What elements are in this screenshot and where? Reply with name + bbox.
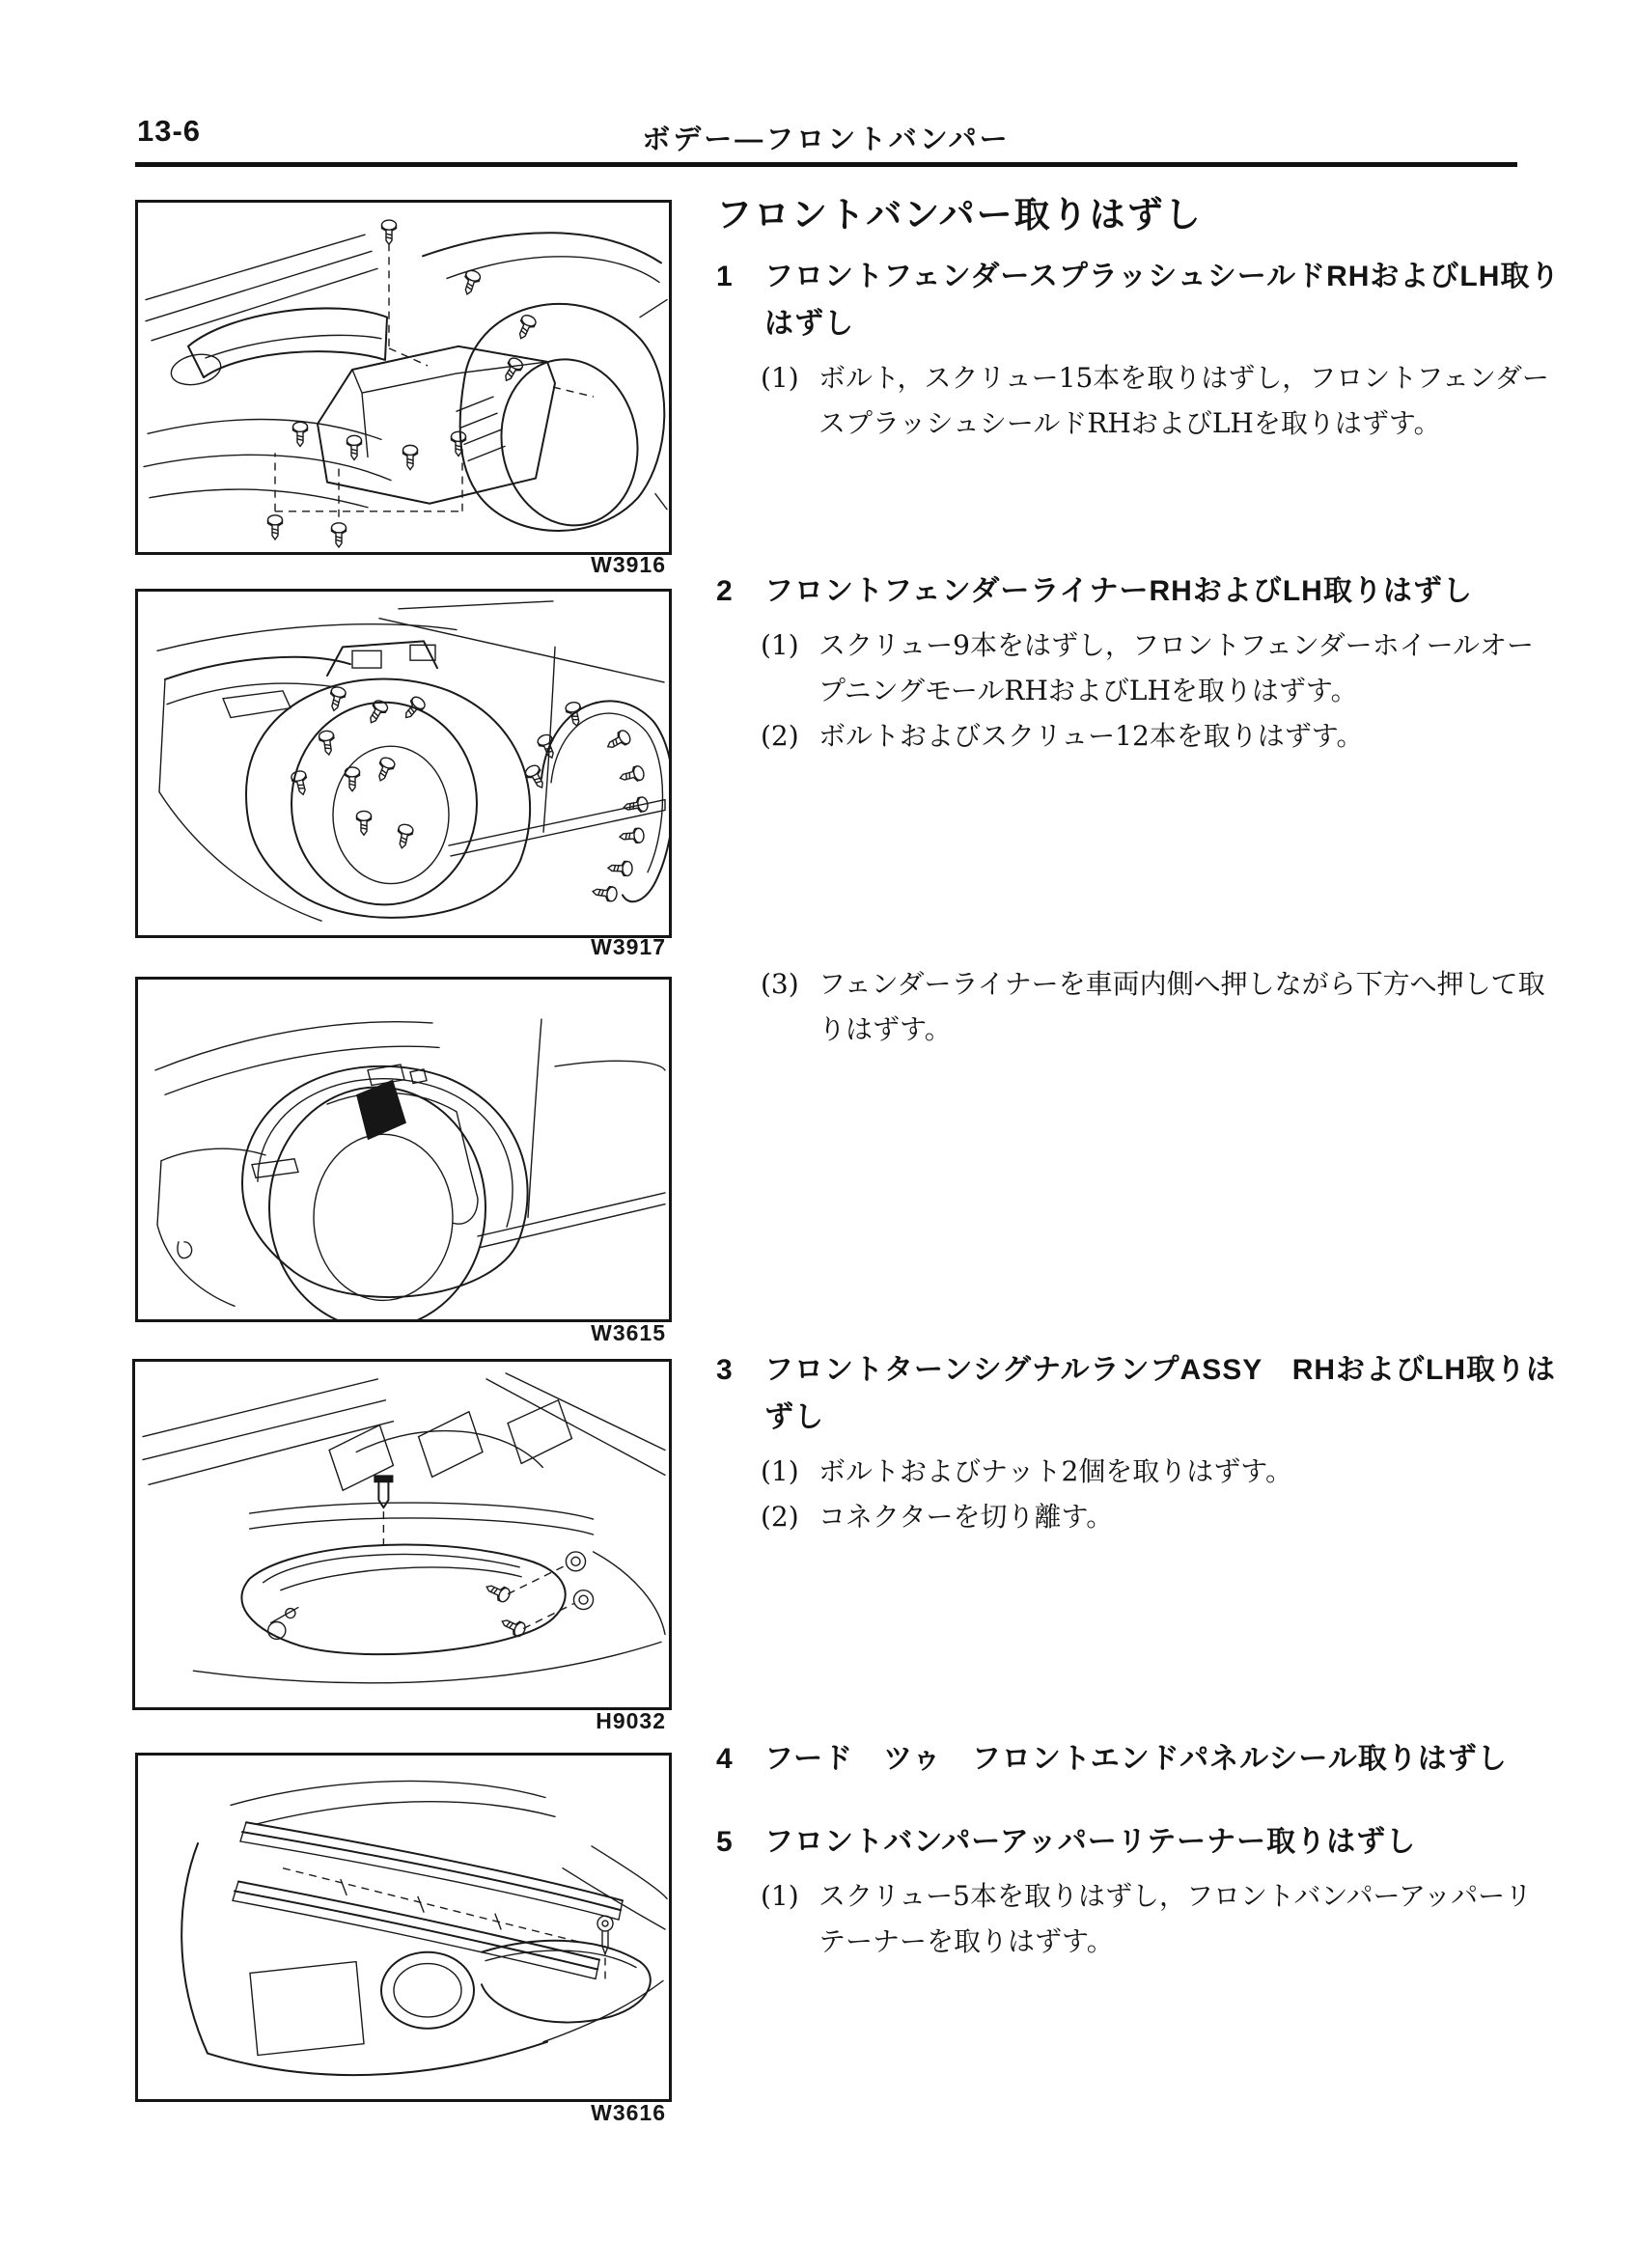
step-1 — [716, 253, 1566, 446]
step-5-number: 5 — [716, 1826, 734, 1858]
substep-label: (1) — [761, 1880, 799, 1912]
substep-text: スクリュー9本をはずし，フロントフェンダーホイールオープニングモールRHおよびLHを取りはずす。 — [818, 629, 1535, 706]
step-3-number: 3 — [716, 1354, 734, 1386]
figure-turn-signal-lamp — [132, 1359, 672, 1710]
step-2-substep-2 — [761, 713, 1566, 759]
step-1-number: 1 — [716, 261, 734, 292]
splash-shield-drawing — [138, 203, 669, 552]
figure-code-h9032: H9032 — [596, 1708, 666, 1733]
step-4 — [716, 1735, 1566, 1783]
procedure-title: フロントバンパー取りはずし — [716, 195, 1203, 235]
step-5-heading: フロントバンパーアッパーリテーナー取りはずし — [764, 1826, 1417, 1858]
substep-text: スクリュー5本を取りはずし，フロントバンパーアッパーリテーナーを取りはずす。 — [818, 1880, 1533, 1957]
step-3-heading: フロントターンシグナルランプASSY RHおよびLH取りはずし — [764, 1354, 1557, 1433]
substep-text: ボルトおよびスクリュー12本を取りはずす。 — [818, 720, 1364, 752]
step-2-number: 2 — [716, 575, 734, 607]
substep-label: (1) — [761, 362, 799, 394]
step-2-substep-3 — [761, 961, 1566, 1052]
step-3 — [716, 1346, 1566, 1539]
step-5-substep-1 — [761, 1873, 1566, 1964]
figure-code-w3917: W3917 — [591, 934, 666, 959]
step-2-heading: フロントフェンダーライナーRHおよびLH取りはずし — [764, 575, 1473, 607]
substep-label: (1) — [761, 1455, 799, 1487]
figure-code-w3616: W3616 — [591, 2100, 666, 2125]
step-4-number: 4 — [716, 1743, 734, 1775]
figure-code-w3916: W3916 — [591, 552, 666, 577]
step-2 — [716, 567, 1566, 759]
step-1-substep-1 — [761, 355, 1566, 446]
substep-text: ボルトおよびナット2個を取りはずす。 — [818, 1455, 1293, 1487]
step-2-substep-3-block — [716, 961, 1566, 1052]
fender-liner-removal-drawing — [138, 980, 669, 1319]
figure-fender-liner-removal — [135, 977, 672, 1322]
step-3-substep-2 — [761, 1494, 1566, 1539]
substep-text: フェンダーライナーを車両内側へ押しながら下方へ押して取りはずす。 — [818, 968, 1545, 1045]
substep-text: コネクターを切り離す。 — [818, 1501, 1114, 1533]
step-5 — [716, 1818, 1566, 1964]
substep-label: (3) — [761, 968, 799, 1000]
step-1-heading: フロントフェンダースプラッシュシールドRHおよびLH取りはずし — [764, 261, 1561, 340]
header-section-title: ボデー―フロントバンパー — [642, 124, 1011, 155]
step-3-substep-1 — [761, 1449, 1566, 1494]
step-4-heading: フード ツゥ フロントエンドパネルシール取りはずし — [764, 1743, 1508, 1775]
substep-label: (1) — [761, 629, 799, 661]
figure-code-w3615: W3615 — [591, 1320, 666, 1345]
substep-label: (2) — [761, 720, 799, 752]
figure-splash-shield — [135, 200, 672, 555]
substep-label: (2) — [761, 1501, 799, 1533]
upper-retainer-drawing — [138, 1756, 669, 2099]
step-2-substep-1 — [761, 622, 1566, 713]
figure-fender-liner-screws — [135, 589, 672, 938]
header-rule — [135, 162, 1517, 167]
substep-text: ボルト，スクリュー15本を取りはずし，フロントフェンダースプラッシュシールドRHおよびLHを取りはずす。 — [818, 362, 1549, 439]
turn-signal-lamp-drawing — [135, 1362, 669, 1707]
figure-upper-retainer — [135, 1753, 672, 2102]
fender-liner-screws-drawing — [138, 592, 669, 935]
page-number: 13-6 — [137, 114, 202, 148]
